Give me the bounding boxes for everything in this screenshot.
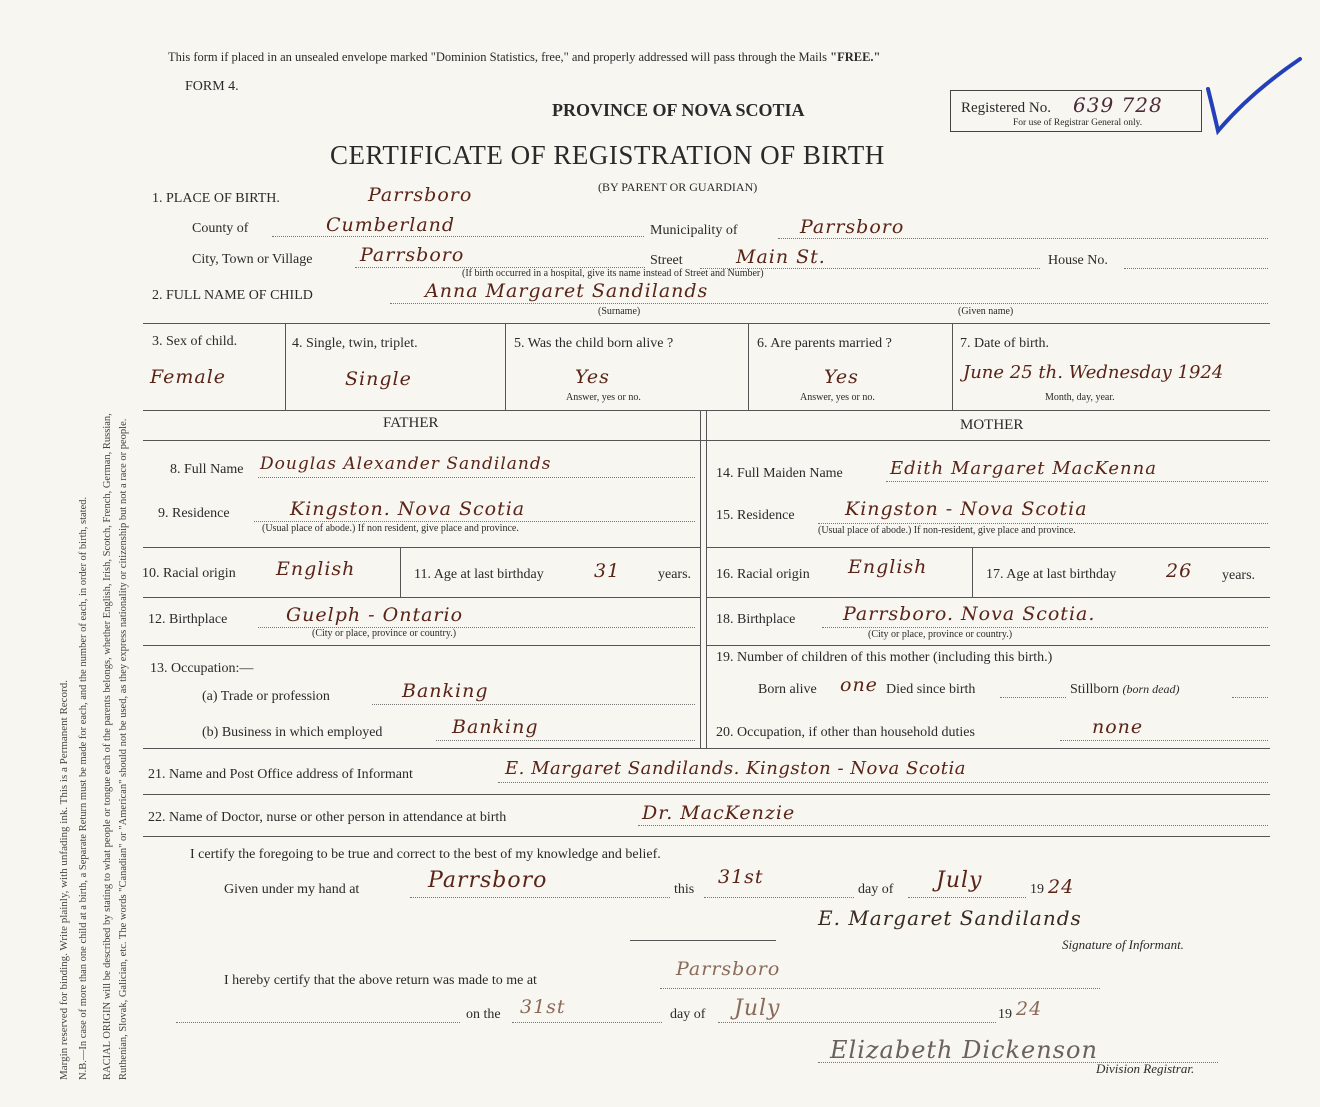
mother-residence-value: Kingston - Nova Scotia [845, 498, 1088, 520]
on-the-label: on the [466, 1007, 501, 1022]
registrar-signature: Elizabeth Dickenson [830, 1036, 1098, 1064]
registered-box [950, 90, 1202, 132]
father-racial-value: English [276, 558, 356, 580]
given-name-note: (Given name) [958, 306, 1014, 317]
informant-signature-caption: Signature of Informant. [1062, 937, 1184, 952]
mail-notice: This form if placed in an unsealed envelope marked "Dominion Statistics, free," and properly addressed will pass through the Mails "FREE." [168, 50, 881, 64]
sex-value: Female [150, 366, 227, 388]
plurality-label: 4. Single, twin, triplet. [292, 336, 418, 351]
county-value: Cumberland [326, 214, 456, 236]
registrar-month: July [734, 996, 781, 1021]
father-age-value: 31 [594, 560, 621, 582]
registrar-day-of-label: day of [670, 1007, 706, 1022]
informant-signature: E. Margaret Sandilands [818, 906, 1082, 930]
father-business-label: (b) Business in which employed [202, 725, 383, 740]
parents-married-value: Yes [824, 366, 859, 388]
father-business-value: Banking [452, 716, 539, 738]
birth-date-label: 7. Date of birth. [960, 336, 1050, 351]
registered-label: Registered No. [961, 100, 1051, 116]
died-since-birth-label: Died since birth [886, 682, 976, 697]
form-number: FORM 4. [185, 79, 239, 94]
margin-binding-note: Margin reserved for binding. Write plainly, with unfading ink. This is a Permanent Record. [58, 680, 70, 1080]
margin-nb-note: N.B.—In case of more than one child at a birth, a Separate Return must be made for each, and the number of each, in order of birth, stated. [78, 496, 89, 1080]
father-heading: FATHER [383, 415, 439, 431]
registrar-note: For use of Registrar General only. [1013, 118, 1143, 128]
mother-birthplace-note: (City or place, province or country.) [868, 629, 1013, 640]
city-label: City, Town or Village [192, 252, 313, 267]
father-trade-label: (a) Trade or profession [202, 689, 330, 704]
parents-married-label: 6. Are parents married ? [757, 336, 892, 351]
father-racial-label: 10. Racial origin [142, 566, 236, 581]
given-at-place: Parrsboro [428, 868, 548, 893]
birth-date-note: Month, day, year. [1045, 392, 1115, 403]
given-at-label: Given under my hand at [224, 882, 360, 897]
margin-racial-origin-note: RACIAL ORIGIN will be described by stating to what people or tongue each of the parents belongs, whether English, Irish, Scotch, French, German, Russian, [102, 413, 113, 1080]
mother-name-label: 14. Full Maiden Name [716, 466, 843, 481]
mother-residence-label: 15. Residence [716, 508, 795, 523]
father-residence-label: 9. Residence [158, 506, 230, 521]
father-residence-note: (Usual place of abode.) If non resident, give place and province. [262, 523, 519, 534]
place-of-birth-label: 1. PLACE OF BIRTH. [152, 191, 280, 206]
mother-heading: MOTHER [960, 417, 1024, 433]
municipality-value: Parrsboro [800, 216, 905, 238]
hospital-note: (If birth occurred in a hospital, give its name instead of Street and Number) [462, 268, 764, 279]
mother-occupation-value: none [1092, 716, 1144, 738]
mother-occupation-label: 20. Occupation, if other than household duties [716, 725, 975, 740]
mother-years-label: years. [1222, 568, 1256, 583]
margin-racial-origin-note-2: Ruthenian, Slovak, Galician, etc. The words "Canadian" or "American" should not be used, as they express nationality or citizenship but not a race or people. [118, 418, 129, 1080]
registered-number: 639 728 [1073, 93, 1163, 117]
father-name-value: Douglas Alexander Sandilands [260, 454, 552, 474]
mother-birthplace-label: 18. Birthplace [716, 612, 796, 627]
birth-date-value: June 25 th. Wednesday 1924 [963, 362, 1224, 383]
municipality-label: Municipality of [650, 223, 738, 238]
doctor-value: Dr. MacKenzie [642, 802, 796, 824]
born-alive-note: Answer, yes or no. [566, 392, 641, 403]
father-birthplace-label: 12. Birthplace [148, 612, 228, 627]
mother-racial-label: 16. Racial origin [716, 567, 810, 582]
child-name-value: Anna Margaret Sandilands [425, 280, 709, 302]
city-value: Parrsboro [360, 244, 465, 266]
given-year-prefix: 19 [1030, 882, 1044, 897]
parents-married-note: Answer, yes or no. [800, 392, 875, 403]
sex-label: 3. Sex of child. [152, 334, 238, 349]
doctor-label: 22. Name of Doctor, nurse or other person in attendance at birth [148, 810, 507, 825]
registrar-caption: Division Registrar. [1096, 1061, 1195, 1076]
given-month: July [936, 868, 983, 893]
province-title: PROVINCE OF NOVA SCOTIA [552, 100, 805, 120]
registrar-year-prefix: 19 [998, 1007, 1012, 1022]
father-name-label: 8. Full Name [170, 462, 244, 477]
child-name-label: 2. FULL NAME OF CHILD [152, 288, 313, 303]
mother-birthplace-value: Parrsboro. Nova Scotia. [843, 603, 1096, 625]
certify-statement: I certify the foregoing to be true and correct to the best of my knowledge and belief. [190, 847, 661, 862]
born-alive-count-label: Born alive [758, 682, 817, 697]
born-alive-value: Yes [575, 366, 610, 388]
informant-value: E. Margaret Sandilands. Kingston - Nova Scotia [505, 758, 966, 779]
registrar-day: 31st [520, 996, 566, 1018]
registrar-statement: I hereby certify that the above return was made to me at [224, 973, 537, 988]
informant-label: 21. Name and Post Office address of Informant [148, 767, 413, 782]
father-years-label: years. [658, 567, 692, 582]
certificate-subtitle: (BY PARENT OR GUARDIAN) [598, 180, 758, 194]
street-value: Main St. [736, 246, 826, 268]
registrar-year-suffix: 24 [1016, 998, 1043, 1020]
street-label: Street [650, 253, 683, 268]
certificate-title: CERTIFICATE OF REGISTRATION OF BIRTH [330, 140, 885, 170]
day-of-label: day of [858, 882, 894, 897]
father-birthplace-value: Guelph - Ontario [286, 604, 464, 626]
surname-note: (Surname) [598, 306, 641, 317]
mother-children-label: 19. Number of children of this mother (including this birth.) [716, 650, 1053, 665]
born-alive-label: 5. Was the child born alive ? [514, 336, 674, 351]
mother-age-value: 26 [1166, 560, 1193, 582]
father-occupation-label: 13. Occupation:— [150, 661, 254, 676]
this-label: this [674, 882, 695, 897]
mother-racial-value: English [848, 556, 928, 578]
house-number-label: House No. [1048, 253, 1108, 268]
given-year-suffix: 24 [1048, 876, 1075, 898]
given-day: 31st [718, 866, 764, 888]
father-birthplace-note: (City or place, province or country.) [312, 628, 457, 639]
checkmark-icon [1200, 55, 1310, 140]
father-age-label: 11. Age at last birthday [414, 567, 544, 582]
registrar-place: Parrsboro [676, 958, 781, 980]
stillborn-label: Stillborn (born dead) [1070, 682, 1180, 697]
place-of-birth-value: Parrsboro [368, 184, 473, 206]
plurality-value: Single [345, 368, 412, 390]
born-alive-count-value: one [840, 674, 878, 696]
mother-age-label: 17. Age at last birthday [986, 567, 1117, 582]
father-residence-value: Kingston. Nova Scotia [290, 498, 526, 520]
county-label: County of [192, 221, 249, 236]
mother-residence-note: (Usual place of abode.) If non-resident, give place and province. [818, 525, 1076, 536]
father-trade-value: Banking [402, 680, 489, 702]
mother-name-value: Edith Margaret MacKenna [890, 458, 1157, 479]
